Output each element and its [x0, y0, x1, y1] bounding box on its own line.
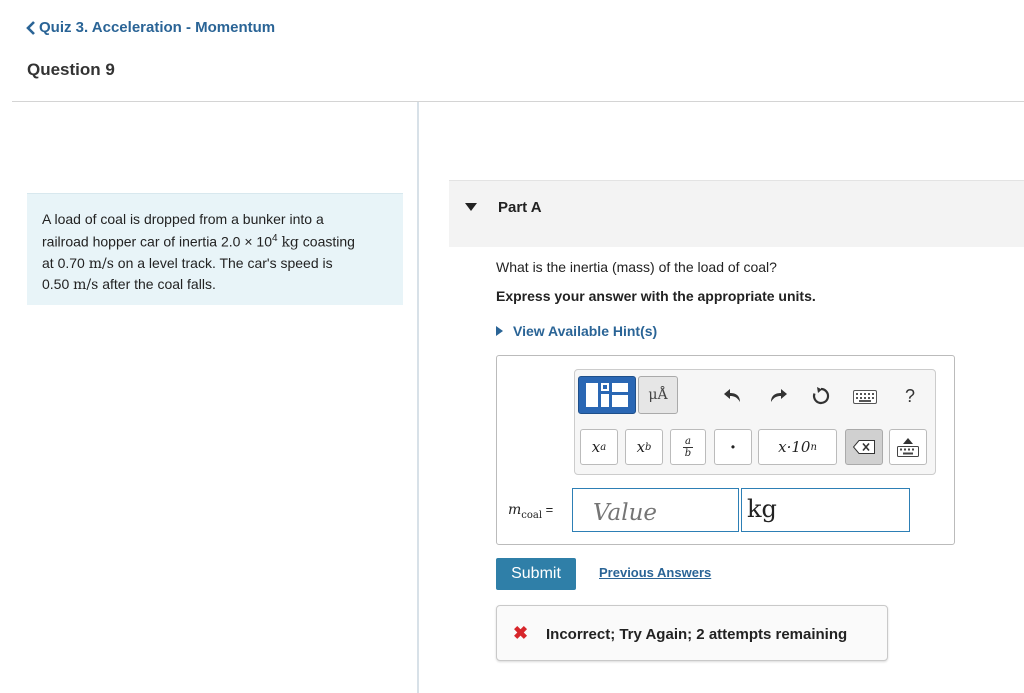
part-a-title: Part A: [498, 199, 542, 216]
question-title: Question 9: [27, 60, 115, 79]
chevron-left-icon: [26, 21, 36, 35]
templates-icon: [582, 380, 632, 410]
units-button[interactable]: μÅ: [638, 376, 678, 414]
help-icon[interactable]: ?: [904, 385, 915, 406]
problem-line-4: 0.50 m/s after the coal falls.: [42, 275, 216, 293]
pane-divider: [417, 102, 419, 693]
undo-icon[interactable]: [720, 383, 746, 409]
back-to-quiz-link[interactable]: [26, 19, 275, 36]
scientific-notation-button[interactable]: x·10 n: [758, 429, 837, 465]
dot-button[interactable]: •: [714, 429, 752, 465]
keyboard-shortcuts-icon[interactable]: [852, 389, 878, 405]
keyboard-toggle-button[interactable]: [889, 429, 927, 465]
back-link-label: Quiz 3. Acceleration - Momentum: [39, 19, 276, 36]
view-hints-link[interactable]: [496, 323, 657, 339]
templates-button[interactable]: [578, 376, 636, 414]
submit-button[interactable]: Submit: [496, 558, 576, 590]
problem-line-3: at 0.70 m/s on a level track. The car's speed is: [42, 254, 333, 272]
part-question-text: What is the inertia (mass) of the load of coal?: [496, 259, 777, 275]
view-hints-label: View Available Hint(s): [513, 323, 658, 339]
delete-button[interactable]: [845, 429, 883, 465]
subscript-button[interactable]: x b: [625, 429, 663, 465]
caret-down-icon[interactable]: [465, 203, 477, 211]
reset-icon[interactable]: [808, 383, 834, 409]
fraction-button[interactable]: a b: [670, 429, 706, 465]
superscript-button[interactable]: x a: [580, 429, 618, 465]
redo-icon[interactable]: [765, 383, 791, 409]
problem-statement: [27, 193, 403, 305]
keyboard-icon: [897, 446, 919, 457]
caret-right-icon: [496, 326, 503, 336]
unit-input[interactable]: kg: [741, 488, 910, 532]
value-input[interactable]: [572, 488, 739, 532]
incorrect-icon: ✖: [513, 623, 529, 643]
problem-line-1: A load of coal is dropped from a bunker into a: [42, 211, 324, 227]
backspace-icon: [853, 440, 875, 454]
previous-answers-link[interactable]: Previous Answers: [599, 565, 712, 580]
header-divider: [12, 101, 1024, 102]
answer-variable-label: $m_{coal}$ =: [508, 502, 554, 521]
feedback-message: Incorrect; Try Again; 2 attempts remaining: [546, 626, 848, 643]
part-instruction: Express your answer with the appropriate units.: [496, 288, 816, 304]
problem-line-2: railroad hopper car of inertia $2.0 \times 10^4$ kg coasting: [42, 233, 355, 251]
caret-up-icon: [903, 438, 913, 444]
